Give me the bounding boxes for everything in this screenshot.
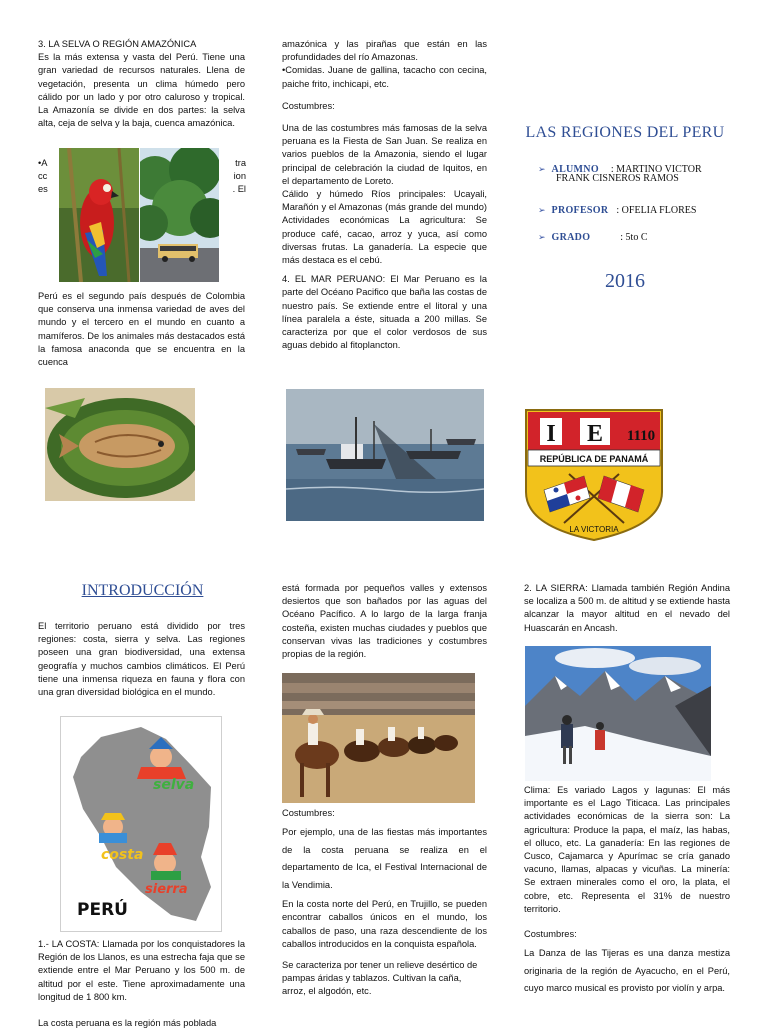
sierra-costumbres	[524, 928, 730, 998]
profesor-label: PROFESOR	[551, 205, 609, 216]
brochure-title: LAS REGIONES DEL PERU	[525, 124, 725, 141]
sierra-danza-tijeras: La Danza de las Tijeras es una danza mestiza originaria de la región de Ayacucho, en el Perú, cuyo marco musical es provisto por violín y arpa.	[524, 948, 730, 994]
costa-relieve: Se caracteriza por tener un relieve desértico de pampas áridas y tablazos. Cultivan la caña, arroz, el algodón, etc.	[282, 960, 478, 997]
parrot-photo	[59, 148, 139, 282]
forest-photo	[140, 148, 219, 282]
caballos-paso-photo	[282, 673, 475, 803]
arrow-bullet-icon: ➢	[538, 232, 546, 242]
introduccion-title: INTRODUCCIÓN	[81, 582, 204, 599]
shield-number: 1110	[626, 428, 656, 444]
sierra-mountain-photo	[525, 646, 711, 781]
grado-value: : 5to C	[620, 232, 648, 243]
costa-caballos: En la costa norte del Perú, en Trujillo, se pueden encontrar caballos únicos en el mundo, los caballos de paso, una raza descendiente de los caballos introducidos en la conquista española.	[282, 899, 487, 949]
peru-regions-map	[60, 716, 222, 932]
selva-section	[38, 38, 245, 130]
selva-clima: Cálido y húmedo Ríos principales: Ucayali, Marañón y el Amazonas (más grande del mundo) Actividades económicas La agricultura: Se produce café, cacao, arroz y yuca, así como diversas frutas. La ganadería. La especie que más destaca es el cebú.	[282, 189, 487, 266]
cover-credits	[538, 159, 738, 241]
selva-costumbres-label: Costumbres:	[282, 100, 335, 111]
sierra-clima: Clima: Es variado Lagos y lagunas: El más importante es el Lago Titicaca. Las principales actividades económicas de la sierra son: La agricultura: Produce la papa, el maíz, las habas, el olluco, etc. La ganadería: En las regiones de Cusco, Cajamarca y Apurímac se cría ganado vacuno, llamas, alpacas y vicuñas. La minería: Se extraen minerales como el oro, la plata, el cobre, etc. Representa el 31% de nuestro territorio.	[524, 785, 730, 914]
alumno-label: ALUMNO	[551, 164, 599, 175]
map-label-sierra: sierra	[145, 882, 188, 897]
fishing-boats-photo	[286, 389, 484, 521]
profesor-row	[538, 200, 738, 214]
map-label-peru: PERÚ	[77, 900, 128, 920]
wrap-right-3: . El	[232, 184, 246, 195]
costa-cut-text: La costa peruana es la región más poblada	[38, 1018, 217, 1028]
costa-costumbres-label: Costumbres:	[282, 808, 335, 818]
grado-row	[538, 227, 738, 241]
selva-title: 3. LA SELVA O REGIÓN AMAZÓNICA	[38, 39, 197, 49]
school-shield-logo	[524, 408, 664, 542]
costa-vendimia: Por ejemplo, una de las fiestas más importantes de la costa peruana se realiza en el departamento de Ica, el Festival Internacional de la Vendimia.	[282, 827, 487, 890]
sierra-intro: 2. LA SIERRA: Llamada también Región Andina se localiza a 500 m. de altitud y se extiende hasta alcanzar la mayor altitud en el nevado del Huascarán en Ancash.	[524, 583, 730, 633]
wrap-right-2: ion	[233, 171, 246, 182]
fish-dish-photo	[45, 388, 195, 501]
profesor-value: : OFELIA FLORES	[616, 205, 697, 216]
wrap-left-3: es	[38, 184, 48, 195]
grado-label: GRADO	[551, 232, 591, 243]
map-label-selva: selva	[153, 777, 195, 793]
alumno-value-2: FRANK CISNEROS RAMOS	[556, 173, 679, 184]
costa-text: 1.- LA COSTA: Llamada por los conquistadores la Región de los Llanos, es una estrecha faja que se extiende entre el Mar Peruano y los 500 m. de altitud por el este. Tiene aproximadamente una longitud de 1 800 km.	[38, 939, 245, 1002]
alumno-value: : MARTINO VICTOR	[610, 164, 702, 175]
shield-bottom-text: LA VICTORIA	[569, 525, 619, 534]
wrap-right-1: tra	[235, 158, 246, 168]
wrap-left-1: •A	[38, 158, 48, 168]
selva-costumbres: Una de las costumbres más famosas de la selva peruana es la Fiesta de San Juan. Se realiza en varios pueblos de la Amazonia, siendo el lugar principal de celebración la ciudad de Iquitos, en el departamento de Loreto.	[282, 123, 487, 186]
selva-comidas: •Comidas. Juane de gallina, tacacho con cecina, paiche frito, inchicapi, etc.	[282, 65, 487, 89]
map-label-costa: costa	[101, 847, 144, 863]
selva-wrap-right	[224, 157, 246, 197]
brochure-year: 2016	[605, 270, 645, 292]
col2-top-text	[282, 38, 487, 352]
selva-piranas: amazónica y las pirañas que están en las profundidades del río Amazonas.	[282, 39, 487, 63]
wrap-left-2: cc	[38, 171, 48, 182]
arrow-bullet-icon: ➢	[538, 205, 546, 215]
shield-letter-e: E	[586, 421, 604, 447]
costa-costumbres	[282, 807, 487, 999]
shield-band-text: REPÚBLICA DE PANAMÁ	[539, 454, 649, 464]
alumno-row	[538, 159, 738, 173]
mar-peruano: 4. EL MAR PERUANO: El Mar Peruano es la parte del Océano Pacifico que baña las costas de nuestro país. Se extiende entre el litoral y una línea paralela a éste, situada a 200 millas. Se caracteriza por que el color verdosos de sus aguas debido al fitoplancton.	[282, 274, 487, 351]
introduccion-text: El territorio peruano está dividido por tres regiones: costa, sierra y selva. Las regiones poseen una gran biodiversidad, una extensa geografía y muchos cambios climáticos. El Perú tiene una inmensa riqueza en fauna y flora con una gran diversidad biológica en el mundo.	[38, 621, 245, 698]
selva-wrap-left	[38, 157, 56, 197]
arrow-bullet-icon: ➢	[538, 164, 546, 174]
sierra-costumbres-label: Costumbres:	[524, 929, 577, 939]
costa-continued: está formada por pequeños valles y extensos desiertos que son bañados por las aguas del Océano Pacífico. A lo largo de la larga franja costeña, existen muchas ciudades y pueblos que conservan vivas las tradiciones y costumbres propias de la región.	[282, 583, 487, 660]
shield-letter-i: I	[546, 421, 556, 447]
selva-intro: Es la más extensa y vasta del Perú. Tiene una gran variedad de recursos naturales. Llena de vegetación, presenta un clima húmedo pero cálido por un lado y por otro caluroso y tropical. La Amazonía se divide en dos partes: la selva alta, ceja de selva y la baja, cuenca amazónica.	[38, 52, 245, 129]
selva-fauna: Perú es el segundo país después de Colombia que conserva una inmensa variedad de aves del mundo y el tercero en el mundo en cuanto a mamíferos. De los animales más destacados está la famosa anaconda que se encuentra en la cuenca	[38, 291, 245, 368]
